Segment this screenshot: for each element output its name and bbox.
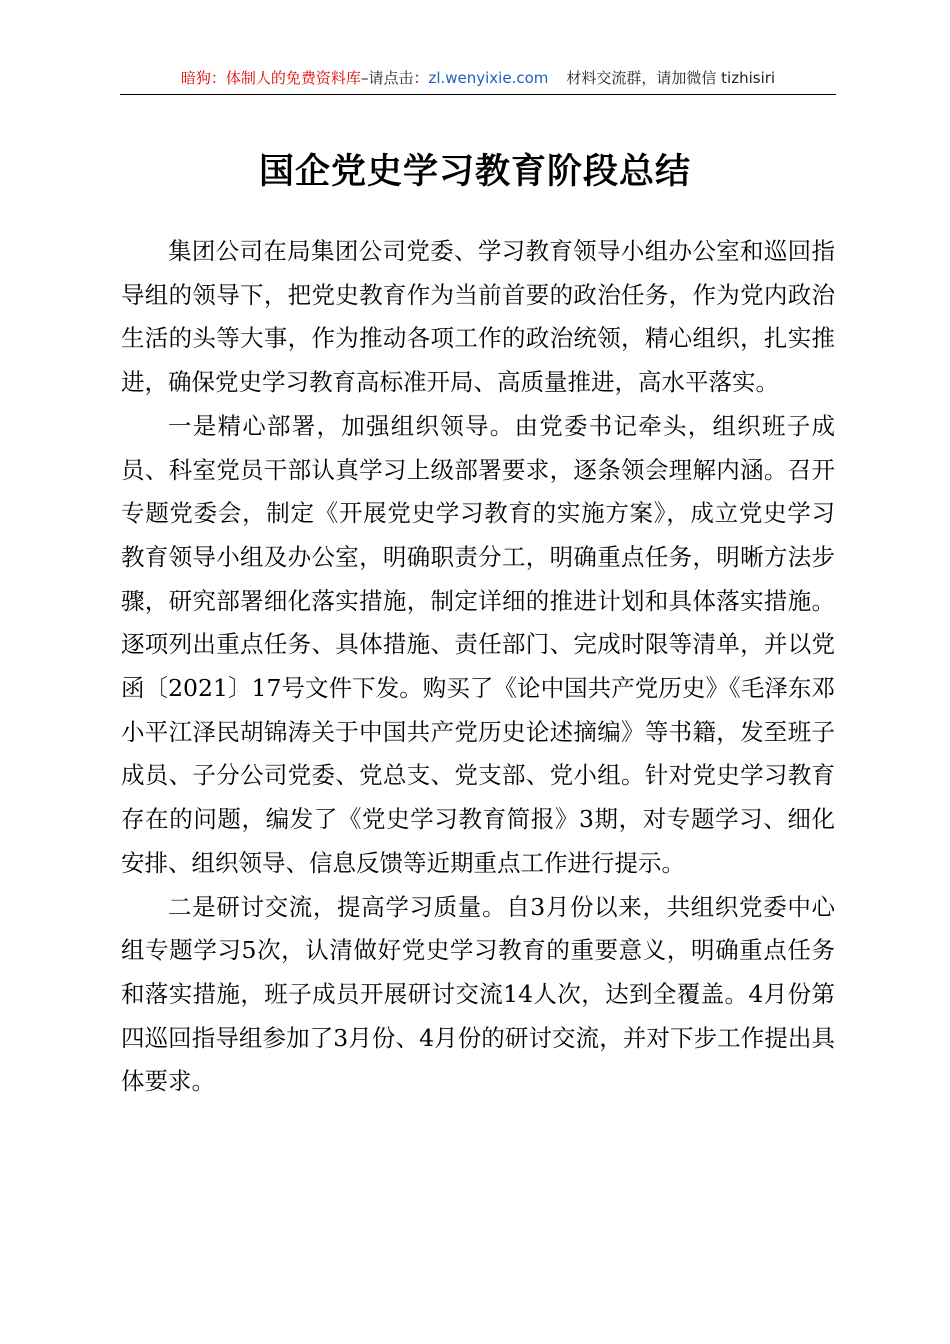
header-url-link[interactable]: zl.wenyixie.com: [428, 69, 549, 87]
paragraph-discussion: 二是研讨交流，提高学习质量。自3月份以来，共组织党委中心组专题学习5次，认清做好党史学习教育的重要意义，明确重点任务和落实措施，班子成员开展研讨交流14人次，达到全覆盖。4月份第四巡回指导组参加了3月份、4月份的研讨交流，并对下步工作提出具体要求。: [121, 892, 835, 1096]
paragraph-intro: 集团公司在局集团公司党委、学习教育领导小组办公室和巡回指导组的领导下，把党史教育作为当前首要的政治任务，作为党内政治生活的头等大事，作为推动各项工作的政治统领，精心组织，扎实推进，确保党史学习教育高标准开局、高质量推进，高水平落实。: [121, 237, 835, 397]
paragraph-deployment: 一是精心部署，加强组织领导。由党委书记牵头，组织班子成员、科室党员干部认真学习上级部署要求，逐条领会理解内涵。召开专题党委会，制定《开展党史学习教育的实施方案》，成立党史学习教育领导小组及办公室，明确职责分工，明确重点任务，明晰方法步骤，研究部署细化落实措施，制定详细的推进计划和具体落实措施。逐项列出重点任务、具体措施、责任部门、完成时限等清单，并以党函〔2021〕17号文件下发。购买了《论中国共产党历史》《毛泽东邓小平江泽民胡锦涛关于中国共产党历史论述摘编》等书籍，发至班子成员、子分公司党委、党总支、党支部、党小组。针对党史学习教育存在的问题，编发了《党史学习教育简报》3期，对专题学习、细化安排、组织领导、信息反馈等近期重点工作进行提示。: [121, 411, 835, 877]
document-body: [121, 230, 835, 1104]
header-wechat-note: 材料交流群，请加微信 tizhisiri: [566, 69, 776, 87]
document-title: 国企党史学习教育阶段总结: [258, 151, 691, 192]
header-site-name: 暗狗：体制人的免费资料库: [180, 69, 361, 87]
page-header: [120, 66, 836, 95]
header-click-prompt: –请点击：: [360, 69, 429, 87]
